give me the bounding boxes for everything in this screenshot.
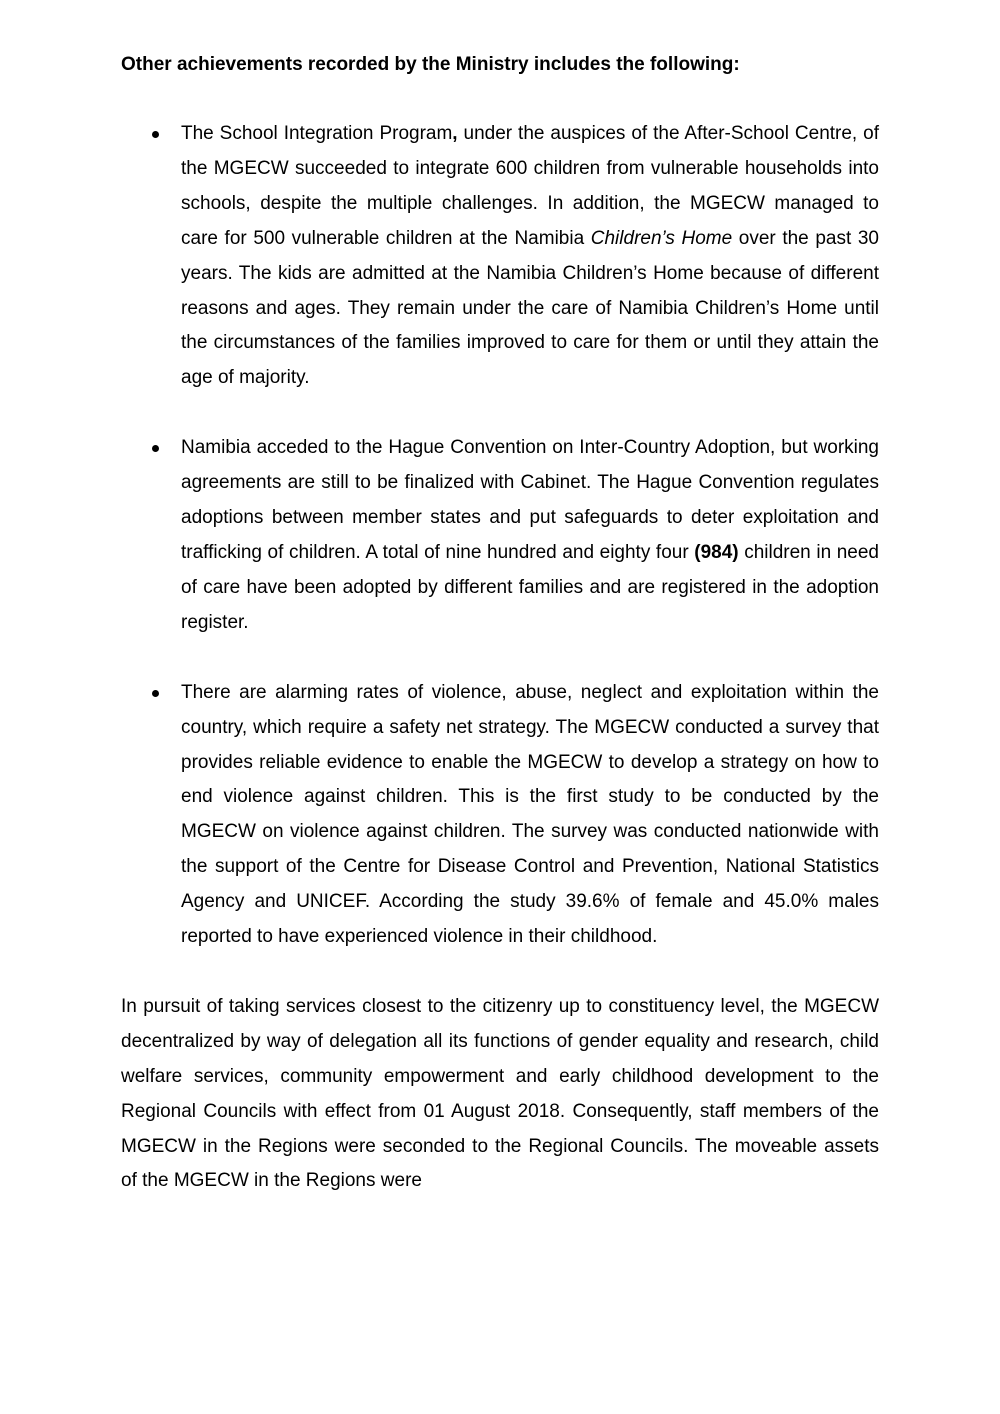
list-item-text: There are alarming rates of violence, abuse, neglect and exploitation within the country, which require a safety net strategy. The MGECW conducted a survey that provides reliable evidence to enable the MGECW to develop a strategy on how to end violence against children. This is the first study to be conducted by the MGECW on violence against children. The survey was conducted nationwide with the support of the Centre for Disease Control and Prevention, National Statistics Agency and UNICEF. According the study 39.6% of female and 45.0% males reported to have experienced violence in their childhood.	[181, 681, 879, 948]
list-item-text: children in need of care have been adopted by different families and are registered in the adoption register.	[181, 541, 879, 633]
list-item-italic-text: Children’s Home	[590, 227, 733, 249]
list-item-text: over the past 30 years. The kids are admitted at the Namibia Children’s Home because of different reasons and ages. They remain under the care of Namibia Children’s Home until the circumstances of the families improved to care for them or until they attain the age of majority.	[181, 227, 879, 389]
closing-paragraph: In pursuit of taking services closest to the citizenry up to constituency level, the MGECW decentralized by way of delegation all its functions of gender equality and research, child welfare services, community empowerment and early childhood development to the Regional Councils with effect from 01 August 2018. Consequently, staff members of the MGECW in the Regions were seconded to the Regional Councils. The moveable assets of the MGECW in the Regions were	[121, 995, 879, 1192]
list-item-school-integration	[121, 117, 879, 396]
section-heading: Other achievements recorded by the Ministry includes the following:	[121, 54, 740, 75]
list-item-text: under the auspices of the After-School Centre, of the MGECW succeeded to integrate 600 children from vulnerable households into schools, despite the multiple challenges. In addition, the MGECW managed to care for 500 vulnerable children at the Namibia	[181, 123, 879, 249]
list-item-text: The School Integration Program	[181, 123, 453, 144]
list-item-bold-text: ,	[452, 123, 458, 144]
document-page	[121, 47, 879, 1199]
achievements-list	[121, 117, 879, 955]
list-item-bold-text: (984)	[694, 541, 739, 563]
list-item-hague-convention	[121, 431, 879, 640]
list-item-text: Namibia acceded to the Hague Convention on Inter-Country Adoption, but working agreements are still to be finalized with Cabinet. The Hague Convention regulates adoptions between member states and put safeguards to deter exploitation and trafficking of children. A total of nine hundred and eighty four	[181, 437, 879, 563]
list-item-violence-survey	[121, 676, 879, 955]
